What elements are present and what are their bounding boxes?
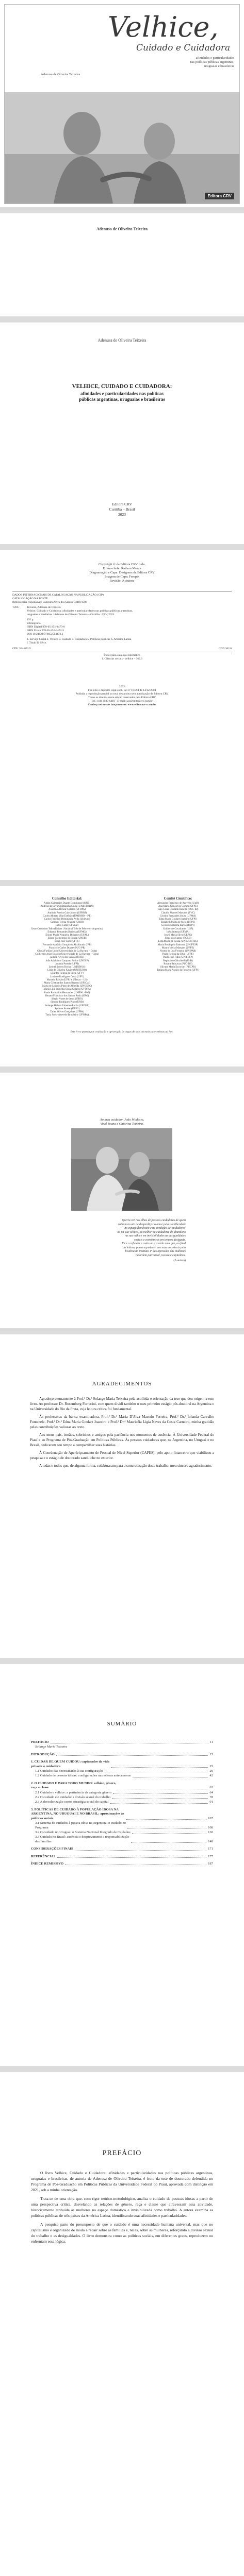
cover-author: Adenusa de Oliveira Teixeira [41, 73, 80, 76]
epigraph-line: na ordem patriarcal, racista e capitalista. [136, 1253, 186, 1257]
systematic-index [12, 654, 232, 661]
cip-text [27, 606, 232, 645]
copyright-line: Copyright © da Editora CRV Ltda. [99, 563, 145, 566]
editorial-council-member: Antônio Pereira Gaio Júnior (UFRRJ) [47, 911, 87, 914]
cip-line: DOI 10.24824/978652514472.3 [27, 633, 63, 636]
editorial-council-member: Lourdes Helena da Silva (UFV) [51, 972, 84, 975]
classification-row [12, 647, 232, 652]
catalog-line: DADOS INTERNACIONAIS DE CATALOGAÇÃO NA PUBLICAÇÃO (CIP) [12, 594, 104, 597]
catalog-line: Bibliotecária responsável: Luzenira Alves dos Santos CRB9/1506 [12, 601, 87, 604]
page-separator [0, 207, 244, 213]
summary-entry[interactable] [31, 1769, 213, 1773]
epigraph-line: no espaço doméstico e na condição de 'cuidadores' [124, 1227, 186, 1230]
acknowledgments-paragraph: A todas e todos que, de alguma forma, colaboraram para a concretização deste trabalho, meu sincero agradecimento. [39, 1464, 212, 1468]
summary-entry-page: 64 [209, 1790, 213, 1794]
scientific-committee-member: Silvana Maria Escorsim (PUCPR) [160, 966, 196, 969]
summary-entry-page: 91 [209, 1800, 213, 1804]
scientific-committee-member: Mauro Vieira Marques (UFPE) [161, 946, 194, 950]
editorial-council-member: Anselmo Alencar Colares (UFOPA) [48, 908, 86, 911]
editorial-council-member: Marcelo Paixão (UFRJ e UTexas – US) [46, 978, 88, 981]
index-line: 1. Ciências sociais - velhice – 362.6 [101, 657, 143, 660]
editorial-council-member: Maria Lília Imbiriba Sousa Colares (UFOPA) [43, 988, 91, 991]
cdu-code: CDU 364-053.9 [12, 647, 31, 650]
scientific-committee-member: Paulo José Filho (UNIFESP) [163, 956, 193, 959]
summary-leader [75, 1850, 207, 1851]
catalog-header [12, 591, 232, 604]
review-note: Este livro passou por avaliação e aprovação às cegas de dois ou mais pareceristas ad hoc. [70, 1030, 174, 1033]
preface-paragraph: Trata-se de uma obra que, com rigor teórico-metodológico, analisa o cuidado de pessoas idosas a partir de uma perspectiva crítica, desvelando as relações de gênero, raça e classe que atravessam essa atividade, historicamente atribuída às mulheres no espaço doméstico e invisibilizada como trabalho. A autora examina as políticas públicas de três países da América Latina, identificando suas afinidades e particularidades. [31, 2196, 213, 2218]
epigraph-author: (A autora) [173, 1259, 186, 1262]
summary-entry[interactable] [31, 1831, 213, 1835]
scientific-committee-member: Cristina Fernandes Sousa (UFMA) [160, 914, 196, 918]
cover-photo-illustration [5, 92, 239, 204]
catalog-line: CATALOGAÇÃO NA FONTE [12, 597, 48, 600]
cover-page [0, 0, 244, 207]
epigraph-line: ou na sua velhice, ou melhor na cuidadoria de abandono [117, 1230, 186, 1234]
editorial-council-member: Solange Helena Ximenes-Rocha (UFOPA) [45, 1004, 89, 1007]
epigraph-line: Queria ver nos olhos de pessoas cuidadoras de quem [122, 1219, 186, 1222]
preface-body [31, 2170, 213, 2247]
editorial-council-member: Aldira Guimarães Duarte Domínguez (UNB) [43, 902, 91, 905]
summary-entry-label: 3.3 Cuidado no Brasil: ausência e desprovimento a responsabilização das famílias [35, 1835, 129, 1843]
cip-line: Velhice, Cuidado e Cuidadora: afinidades e particularidades nas políticas públicas argentinas, [27, 609, 133, 613]
cip-line: I. Título II. Série. [27, 641, 47, 645]
epigraph-line: Fica a reflexão a cada um e a cada uma que, ao final [122, 1242, 186, 1245]
copyright-footer [12, 685, 232, 707]
summary-entry-label: 1.2 Cuidado de pessoas idosas: configurações nas esferas antecessoras [35, 1774, 131, 1778]
copyright-line: Diagramação e Capa: Designers da Editora CRV [89, 571, 155, 574]
copyright-line: Imagem de Capa: Freepik [104, 575, 140, 579]
cover-title: Velhice, [108, 11, 219, 43]
summary-leader [127, 1828, 206, 1829]
summary-entry-page: 63 [209, 1786, 213, 1790]
summary-entry-page: 187 [208, 1861, 213, 1866]
editorial-council-member: Celso Conti (UFSCar) [55, 924, 79, 927]
page-separator [0, 1328, 244, 1334]
summary-entry[interactable] [31, 1774, 213, 1778]
summary-entry-label: 2.1 Cuidado e velhice: a pertinência da categoria gênero [35, 1790, 112, 1794]
title-page-title: VELHICE, CUIDADO E CUIDADORA: [72, 383, 172, 389]
acknowledgments-body [30, 1396, 214, 1471]
editorial-council-member: Andréia da Silva Quintanilha Sousa (UNIR/UFRN) [40, 905, 94, 908]
summary-entry[interactable] [31, 1821, 213, 1830]
scientific-committee-member: Josué dos Santos (FCRB) [165, 937, 191, 940]
acknowledgments-heading: AGRADECIMENTOS [92, 1381, 152, 1387]
scientific-committee-member: Elizabeth Maria de Melo (UFPE) [160, 921, 196, 924]
copyright-line: Revisão: A Autora [109, 579, 135, 583]
summary-entry-page: 25 [209, 1764, 213, 1768]
cip-line: Teixeira, Adenusa de Oliveira [27, 606, 61, 609]
caption-line: Ao meu cuidador, João Modesto, [100, 1118, 144, 1122]
summary-entry-page: 171 [208, 1847, 213, 1851]
title-page-author: Adenusa de Oliveira Teixeira [97, 338, 147, 343]
scientific-committee-member: Rosane Janczura (PUC-RS) [164, 962, 192, 965]
cover-frame [4, 4, 240, 204]
summary-entry-page: 148 [208, 1839, 213, 1843]
scientific-committee-member: Norma da Luz Ferrarini (UNIPAR) [159, 950, 197, 953]
footer-website: Conheça os nossos lançamentos: www.editoracrv.com.br [88, 703, 156, 706]
scientific-committee [126, 896, 230, 972]
scientific-committee-member: Geraldo Sobreira Barros (UFPI) [161, 924, 195, 927]
editorial-council-member: Elione Maria Nogueira Diogenes (UFAL) [45, 934, 89, 937]
title-page-subtitle: afinidades e particularidades nas políticas públicas argentinas, uruguaias e brasileiras [79, 391, 165, 402]
scientific-committee-member: Edna Maria Goulart Joazeiro (UFPI) [159, 918, 197, 921]
scientific-committee-member: Paula Regina da Silva (UFPE) [162, 953, 194, 956]
summary-entry-page: 11 [209, 1740, 213, 1744]
scientific-committee-title: Comitê Científico: [164, 896, 192, 901]
summary-entry[interactable] [31, 1862, 213, 1866]
summary-page [0, 1664, 244, 2066]
author-page [0, 213, 244, 316]
cip-block [12, 606, 232, 661]
editorial-council-member: Luciano Rodrigues Costa (UFV) [50, 975, 84, 978]
editorial-council-member: Eduardo Fernandes Barbosa (UFMG) [47, 930, 87, 934]
copyright-credits [0, 563, 244, 583]
scientific-committee-member: Caio César Dourado Bezerra (PUC-RJ) [157, 908, 199, 911]
editorial-council-member: Josania Portela (UFPI) [55, 962, 79, 965]
scientific-committee-member: Ana Maria Gonçalves Gomes (UFPE) [158, 905, 198, 908]
dedication-caption [0, 1118, 244, 1126]
editorial-council-member: Elizeu Clementino de Souza (UNEB) [47, 937, 87, 940]
summary-entry-page: 108 [208, 1825, 213, 1829]
acknowledgments-paragraph: Agradeço eternamente à Prof.ª Dr.ª Solange Maria Teixeira pela acolhida e orientação da tese que deu origem a este livro. Ao professor Dr. Rosemberg Ferracini, com quem dividi também o meu primeiro estágio pós-doutoral na Argentina e na Universidade do Rio da Prata, cuja leitura crítica foi fundamental. [30, 1397, 214, 1411]
councils-page [0, 886, 244, 1066]
title-page-publisher: Editora CRV [112, 502, 132, 506]
scientific-committee-member: Tatiana Maria Araújo da Fonseca (UFPI) [157, 969, 199, 972]
summary-entry-page: 130 [208, 1830, 213, 1834]
index-line: Índice para catálogo sistemático [104, 654, 140, 657]
editorial-council-member: Francisco Carlos Duarte (PUC-PR) [48, 946, 86, 950]
summary-entry[interactable] [31, 1808, 213, 1821]
acknowledgments-paragraph: Às professoras da banca examinadora, Prof.ª Dr.ª Maria D'Alva Macedo Ferreira, Prof.ª Dr.ª Iolanda Carvalho Fontenele, Prof.ª Dr.ª Edna Maria Goulart Joazeiro e Prof.ª Dr.ª Mauricéia Ligia Neves da Costa Carneiro, minha gratidão pelas contribuições valiosas ao texto. [30, 1415, 214, 1429]
summary-heading: SUMÁRIO [107, 1721, 137, 1727]
summary-leader [126, 1819, 207, 1820]
title-page-city: Curitiba – Brasil [109, 507, 135, 512]
summary-entry[interactable] [31, 1791, 213, 1795]
summary-entry[interactable] [31, 1753, 213, 1757]
cover-publisher-logo: Editora CRV [205, 193, 234, 199]
epigraph-line: cuidam no ato de desperdiçar o amor pela sua liberdade [118, 1223, 186, 1226]
author-name: Adenusa de Oliveira Teixeira [96, 227, 148, 231]
summary-entry-label: 1. CUIDAR DE QUEM CUIDOU: capturados da vida privada à cuidadora [31, 1760, 110, 1768]
cip-line: Bibliografia [27, 622, 41, 625]
cover-image [5, 92, 239, 204]
cip-line: 192 p. [27, 618, 34, 621]
page-separator [0, 316, 244, 323]
page-separator [0, 1066, 244, 1073]
cip-line: 1. Serviço Social 2. Velhice 3. Cuidado 4. Cuidadora 5. Políticas públicas 6. América Latina [27, 638, 132, 641]
acknowledgments-paragraph: Aos meus pais, irmãos, sobrinhos e amigos pela paciência nos momentos de ausência. À Universidade Federal do Piauí e ao Programa de Pós-Graduação em Políticas Públicas. Às pessoas cuidadoras que, na Argentina, no Uruguai e no Brasil, dedicaram seu tempo a compartilhar suas histórias. [30, 1433, 214, 1447]
summary-entry-label: REFERÊNCIAS [31, 1854, 56, 1858]
footer-line: Todos os direitos desta edição reservados pela Editora CRV [88, 696, 156, 699]
footer-year: 2023 [119, 685, 125, 688]
dedication-page [0, 1073, 244, 1328]
editorial-council-title: Conselho Editorial: [52, 896, 83, 901]
summary-entry-page: 177 [208, 1854, 213, 1858]
page-separator [0, 1658, 244, 1664]
editorial-council-member: Lídia de Oliveira Xavier (UNIEURO) [47, 969, 87, 972]
summary-entry-label: 3.2 O cuidado no Uruguai: o Sistema Nacional Integrado de Cuidados [35, 1830, 131, 1834]
epigraph-line: história no instituto 1ª das opressões das mulheres [125, 1250, 186, 1253]
dedication-photo [71, 1128, 172, 1211]
cover-subtitle-line: afinidades e particularidades [196, 56, 234, 60]
editorial-council-member: Maria Cristina dos Santos Bezerra (UFSCar) [44, 982, 90, 985]
summary-entry-page: 107 [208, 1816, 213, 1820]
footer-line: Foi feito o depósito legal conf. Lei nº 10.994 de 14/12/2004 [88, 689, 156, 692]
editorial-council-member: Tadeu Oliver Gonçalves (UFPA) [50, 1010, 84, 1013]
editorial-council-member: Gloria Fariñas León (Universidade de La Havana – Cuba) [37, 950, 97, 953]
editorial-council-member: Maria de Lourdes Pinto de Almeida (UNOESC) [42, 985, 92, 988]
cover-subtitle-main: Cuidado e Cuidadora [136, 43, 231, 53]
epigraph-line: da leitura, possa agradecer aos seus ancestrais pela [123, 1246, 186, 1249]
cip-line: ISBN Físico 978-65-251-4472-3 [27, 629, 64, 632]
summary-entry-page: 26 [209, 1769, 213, 1773]
scientific-committee-member: Inês Santana (UFMA) [166, 930, 190, 934]
editorial-council-member: Tania Suely Azevedo Brasileiro (UFOPA) [45, 1014, 89, 1017]
summary-leader [113, 1793, 208, 1794]
preface-paragraph: O livro Velhice, Cuidado e Cuidadora: afinidades e particularidades nas políticas públicas argentinas, uruguaias e brasileiras, de autoria de Adenusa de Oliveira Teixeira, é fruto da tese de doutorado defendida no Programa de Pós-Graduação em Políticas Públicas da Universidade Federal do Piauí, aprovada com distinção em 2021, sob a minha orientação. [31, 2171, 213, 2192]
summary-entry[interactable] [31, 1782, 213, 1790]
editorial-council-member: Simone Rodrigues Pinto (UNB) [50, 1001, 84, 1004]
epigraph [77, 1219, 186, 1263]
editorial-council-member: Élsio José Corá (UFFS) [55, 940, 79, 943]
summary-entry-page: 78 [209, 1795, 213, 1800]
summary-entry[interactable] [31, 1800, 213, 1804]
cip-line: uruguaias e brasileiras / Adenusa de Oliveira Teixeira – Curitiba : CRV, 2023. [27, 613, 115, 616]
summary-entry-page: 42 [209, 1774, 213, 1778]
summary-leader [57, 1857, 206, 1858]
page-separator [0, 880, 244, 886]
summary-leader [132, 1833, 206, 1834]
editorial-council-member: Renato Francisco dos Santos Paula (UFG) [45, 994, 89, 997]
editorial-council-member: Carmen Tereza Velanga (UNIR) [50, 921, 84, 924]
editorial-council-member: Cesar Gerónimo Tello (Univer .Nacional Três de Febrero – Argentina) [30, 927, 104, 930]
caption-line: Vovó Joana e Catarina Teixeira. [100, 1122, 144, 1126]
summary-entry-page: 15 [209, 1752, 213, 1756]
copyright-line: Editor-chefe: Railson Moura [103, 567, 141, 570]
editorial-council-member: Guillermo Arias Beatón (Universidade de La Havana – Cuba) [35, 953, 99, 956]
summary-entry-label: 2.2 O cuidado e o cuidado: a divisão sexual do trabalho [35, 1795, 111, 1800]
preface-paragraph: A pesquisa parte do pressuposto de que o cuidado é uma necessidade humana universal, mas que no capitalismo é organizado de modo a recair sobre as famílias e, nelas, sobre as mulheres, reforçando a divisão sexual do trabalho e as desigualdades. O livro demonstra como as políticas sociais, em diferentes graus, reproduzem ou enfrentam essa lógica. [31, 2222, 213, 2244]
scientific-committee-list [126, 902, 230, 972]
editorial-council-member: Carlos Federico Dominguez Avila (Unieuro) [44, 918, 90, 921]
editorial-council-member: Fernando Antônio Gonçalves Alcoforado (IPB) [42, 943, 92, 946]
summary-list [31, 1737, 213, 1866]
cover-subtitle-line: uruguaias e brasileiras [204, 64, 234, 68]
summary-entry-label: 2.3 A desvalorização como estratégia social do capital [35, 1800, 109, 1804]
summary-entry-label: Solange Maria Teixeira [35, 1745, 68, 1749]
summary-entry-label: 1.1 Cuidado: das necessidades à sua configuração [35, 1769, 103, 1773]
editorial-council-list [15, 902, 119, 1017]
summary-leader [110, 1803, 208, 1804]
editorial-council-member: Jailson Alves dos Santos (UFRJ) [50, 956, 84, 959]
copyright-page [0, 550, 244, 880]
acknowledgments-page [0, 1334, 244, 1658]
summary-entry[interactable] [31, 1740, 213, 1744]
editorial-council-member: Paulo Romualdo Hernandes (UNIFAL-MG) [44, 991, 90, 994]
summary-entry[interactable] [31, 1745, 213, 1749]
summary-leader [112, 1798, 208, 1799]
summary-entry-label: ÍNDICE REMISSIVO [31, 1861, 64, 1866]
summary-entry-label: PREFÁCIO [31, 1740, 49, 1744]
cover-title-block [5, 5, 239, 92]
editorial-council [15, 896, 119, 1017]
footer-line: Tel.: (41) 3039-6418 - E-mail: sac@editoracrv.com.br [91, 700, 153, 703]
title-page [0, 323, 244, 544]
scientific-committee-member: Guilherme Cavalcante (USP) [162, 927, 193, 930]
summary-entry-label: CONSIDERAÇÕES FINAIS [31, 1847, 73, 1851]
epigraph-line: sociais e econômicas em tempos desiguais. [134, 1238, 186, 1242]
scientific-committee-member: Joséli Maria Silva (UEPG) [164, 934, 192, 937]
preface-heading: PREFÁCIO [102, 2149, 142, 2157]
editorial-council-member: Sydione Santos (UEPG) [54, 1007, 80, 1010]
epigraph-line: na sua velhice em invisibilidades as desigualdades [125, 1234, 186, 1238]
dedication-photo-illustration [71, 1128, 172, 1211]
acknowledgments-paragraph: À Coordenação de Aperfeiçoamento de Pessoal de Nível Superior (CAPES), pelo apoio financeiro que viabilizou a pesquisa e o estágio de doutorado sanduíche no exterior. [30, 1451, 214, 1460]
summary-leader [131, 1842, 207, 1843]
summary-leader [111, 1767, 208, 1768]
editorial-council-member: Leonel Severo Rocha (UNISINOS) [48, 966, 86, 969]
cip-code: T266 [12, 606, 19, 609]
cover-subtitle-line: nas políticas públicas argentinas, [190, 60, 234, 64]
summary-entry[interactable] [31, 1847, 213, 1851]
summary-entry[interactable] [31, 1855, 213, 1859]
summary-entry-label: 3. POLÍTICAS DE CUIDADO À POPULAÇÃO IDOSA NA ARGENTINA, NO URUGUAI E NO BRASIL: aproximações às políticas sociais [31, 1807, 124, 1820]
scientific-committee-member: Leda Maria de Souza (UNIMONTES) [158, 940, 198, 943]
cover-subtitle-block [159, 56, 234, 69]
cdd-code: CDD 362.6 [218, 647, 232, 650]
summary-entry[interactable] [31, 1795, 213, 1800]
footer-line: Proibida a reprodução parcial ou total desta obra sem autorização da Editora CRV [75, 692, 169, 696]
page-separator [0, 544, 244, 550]
editorial-council-member: Carlos Alberto Vilar Estêvão (UMINHO – PT) [43, 914, 91, 918]
summary-entry-label: 2. O CUIDADO E PARA TODO MUNDO: velhice, gênero, raça e classe [31, 1781, 117, 1790]
summary-entry-label: 3.1 Sistema de cuidados à pessoa idosa na Argentina: o cuidado no Programa [35, 1821, 126, 1829]
page-separator [0, 2066, 244, 2072]
editorial-council-member: Sérgio Nunes de Jesus (IFRO) [51, 998, 83, 1001]
title-page-year: 2023 [118, 512, 126, 517]
summary-entry[interactable] [31, 1760, 213, 1769]
scientific-committee-member: Claudio Manoel Marques (FVC) [161, 911, 195, 914]
cip-line: ISBN Digital 978-65-251-4473-0 [27, 625, 65, 629]
summary-entry-label: INTRODUÇÃO [31, 1752, 55, 1756]
scientific-committee-member: Reginaldo Ghiraldelli (UnB) [163, 959, 193, 962]
editorial-council-member: João Adalberto Campato Junior (UNESP) [45, 959, 89, 962]
summary-entry[interactable] [31, 1835, 213, 1844]
summary-leader [56, 1755, 208, 1756]
preface-page [0, 2072, 244, 2576]
scientific-committee-member: Alexandre Francisco de Azevedo (UnB) [157, 902, 199, 905]
scientific-committee-member: Maria Rosângela Batistoni (UNIFESP) [157, 943, 199, 946]
